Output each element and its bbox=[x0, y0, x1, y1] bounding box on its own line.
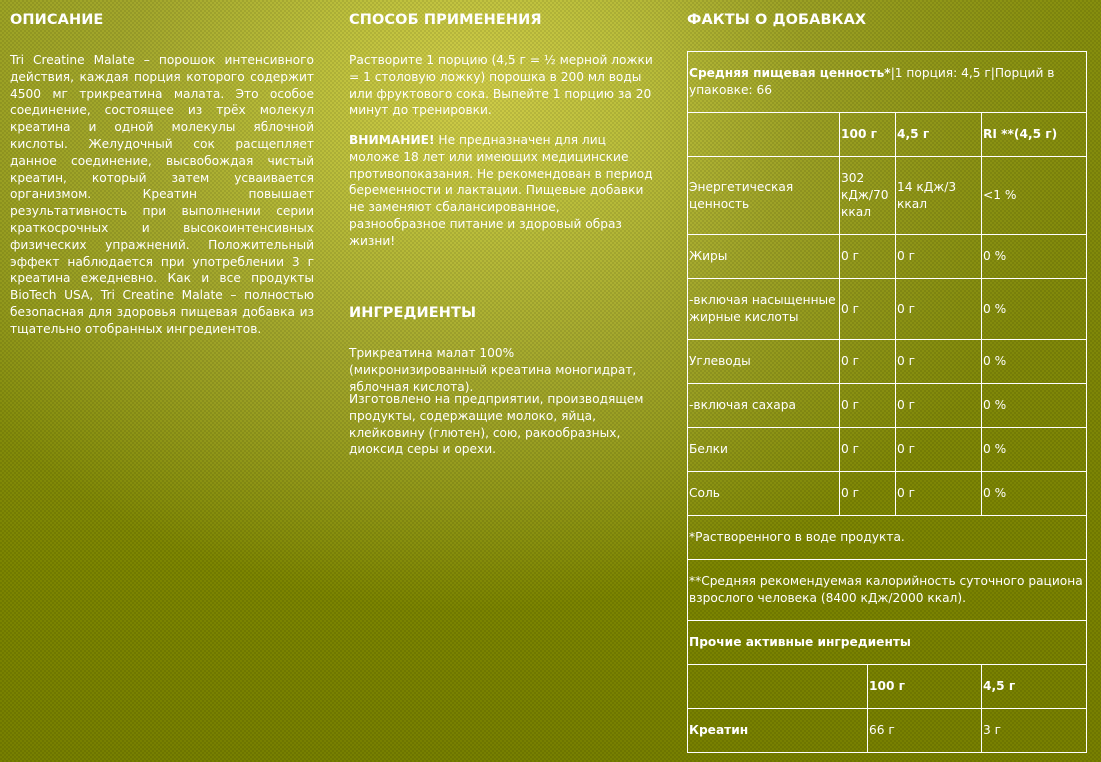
ingredient-name: Креатин bbox=[688, 709, 868, 753]
other-column-blank bbox=[688, 665, 868, 709]
value-per-100g: 0 г bbox=[840, 235, 896, 279]
value-ri: 0 % bbox=[982, 235, 1087, 279]
usage-title: СПОСОБ ПРИМЕНЕНИЯ bbox=[349, 12, 542, 28]
nutrient-name: Жиры bbox=[688, 235, 840, 279]
nutrient-name: -включая сахара bbox=[688, 384, 840, 428]
warning-body: Не предназначен для лиц моложе 18 лет или имеющих медицинские противопоказания. Не рекомендован в период беременности и лактации. Пищевые добавки не заменяют сбалансированное, разнообразное питание и здоровый образ жизни! bbox=[349, 133, 653, 248]
value-per-serving: 0 г bbox=[896, 472, 982, 516]
value-per-serving: 0 г bbox=[896, 384, 982, 428]
nutrient-name: Соль bbox=[688, 472, 840, 516]
nutrition-header-row bbox=[688, 52, 1087, 113]
value-per-100g: 0 г bbox=[840, 279, 896, 340]
nutrition-row bbox=[688, 384, 1087, 428]
allergens-text: Изготовлено на предприятии, производящем продукты, содержащие молоко, яйца, клейковину (глютен), сою, ракообразных, диоксид серы и орехи. bbox=[349, 392, 644, 457]
ingredient-per-100g: 66 г bbox=[868, 709, 982, 753]
nutrition-row bbox=[688, 279, 1087, 340]
column-header-ri: RI **(4,5 г) bbox=[982, 113, 1087, 157]
warning-label: ВНИМАНИЕ! bbox=[349, 133, 435, 147]
value-per-serving: 0 г bbox=[896, 235, 982, 279]
value-per-100g: 0 г bbox=[840, 340, 896, 384]
value-ri: 0 % bbox=[982, 279, 1087, 340]
footnote-1: *Растворенного в воде продукта. bbox=[688, 516, 1087, 560]
value-ri: <1 % bbox=[982, 157, 1087, 235]
column-header-100g: 100 г bbox=[840, 113, 896, 157]
ingredients-title: ИНГРЕДИЕНТЫ bbox=[349, 305, 477, 321]
warning-text bbox=[349, 132, 654, 250]
nutrient-name: -включая насыщенные жирные кислоты bbox=[688, 279, 840, 340]
value-per-100g: 0 г bbox=[840, 384, 896, 428]
value-per-serving: 0 г bbox=[896, 340, 982, 384]
nutrition-header-rest: |1 порция: 4,5 г|Порций в упаковке: 66 bbox=[689, 66, 1055, 97]
other-title: Прочие активные ингредиенты bbox=[688, 621, 1087, 665]
other-columns-row bbox=[688, 665, 1087, 709]
ingredient-per-serving: 3 г bbox=[982, 709, 1087, 753]
nutrient-name: Углеводы bbox=[688, 340, 840, 384]
value-ri: 0 % bbox=[982, 472, 1087, 516]
value-per-100g: 0 г bbox=[840, 472, 896, 516]
description-title: ОПИСАНИЕ bbox=[10, 12, 104, 28]
nutrition-row bbox=[688, 235, 1087, 279]
other-column-serving: 4,5 г bbox=[982, 665, 1087, 709]
other-ingredients-table bbox=[687, 620, 1087, 753]
nutrition-header-bold: Средняя пищевая ценность* bbox=[689, 66, 891, 81]
nutrition-row bbox=[688, 157, 1087, 235]
facts-title: ФАКТЫ О ДОБАВКАХ bbox=[687, 12, 867, 28]
nutrient-name: Энергетическая ценность bbox=[688, 157, 840, 235]
other-ingredient-row bbox=[688, 709, 1087, 753]
footnote-row bbox=[688, 516, 1087, 560]
nutrition-row bbox=[688, 340, 1087, 384]
ingredients-text: Трикреатина малат 100% (микронизированный креатина моногидрат, яблочная кислота). bbox=[349, 346, 637, 394]
footnote-2: **Средняя рекомендуемая калорийность суточного рациона взрослого человека (8400 кДж/2000 ккал). bbox=[688, 560, 1087, 621]
other-header-row bbox=[688, 621, 1087, 665]
nutrient-name: Белки bbox=[688, 428, 840, 472]
value-ri: 0 % bbox=[982, 340, 1087, 384]
nutrition-columns-row bbox=[688, 113, 1087, 157]
column-header-serving: 4,5 г bbox=[896, 113, 982, 157]
usage-text: Растворите 1 порцию (4,5 г = ½ мерной ложки = 1 столовую ложку) порошка в 200 мл воды или фруктового сока. Выпейте 1 порцию за 20 минут до тренировки. bbox=[349, 53, 653, 118]
value-per-100g: 0 г bbox=[840, 428, 896, 472]
other-column-100g: 100 г bbox=[868, 665, 982, 709]
nutrition-table bbox=[687, 51, 1087, 621]
footnote-row bbox=[688, 560, 1087, 621]
value-per-100g: 302 кДж/70 ккал bbox=[840, 157, 896, 235]
value-ri: 0 % bbox=[982, 428, 1087, 472]
nutrition-header-cell bbox=[688, 52, 1087, 113]
value-per-serving: 0 г bbox=[896, 428, 982, 472]
nutrition-row bbox=[688, 428, 1087, 472]
value-per-serving: 0 г bbox=[896, 279, 982, 340]
description-text: Tri Creatine Malate – порошок интенсивного действия, каждая порция которого содержит 4500 мг трикреатина малата. Это особое соединение, состоящее из трёх молекул креатина и одной молекулы яблочной кислоты. Желудочный сок расщепляет данное соединение, высвобождая чистый креатин, который затем усваивается организмом. Креатин повышает результативность при выполнении серии краткосрочных и высокоинтенсивных физических упражнений. Положительный эффект наблюдается при употреблении 3 г креатина ежедневно. Как и все продукты BioTech USA, Tri Creatine Malate – полностью безопасная для здоровья пищевая добавка из тщательно отобранных ингредиентов. bbox=[10, 53, 314, 336]
nutrition-row bbox=[688, 472, 1087, 516]
value-per-serving: 14 кДж/3 ккал bbox=[896, 157, 982, 235]
column-header-blank bbox=[688, 113, 840, 157]
value-ri: 0 % bbox=[982, 384, 1087, 428]
